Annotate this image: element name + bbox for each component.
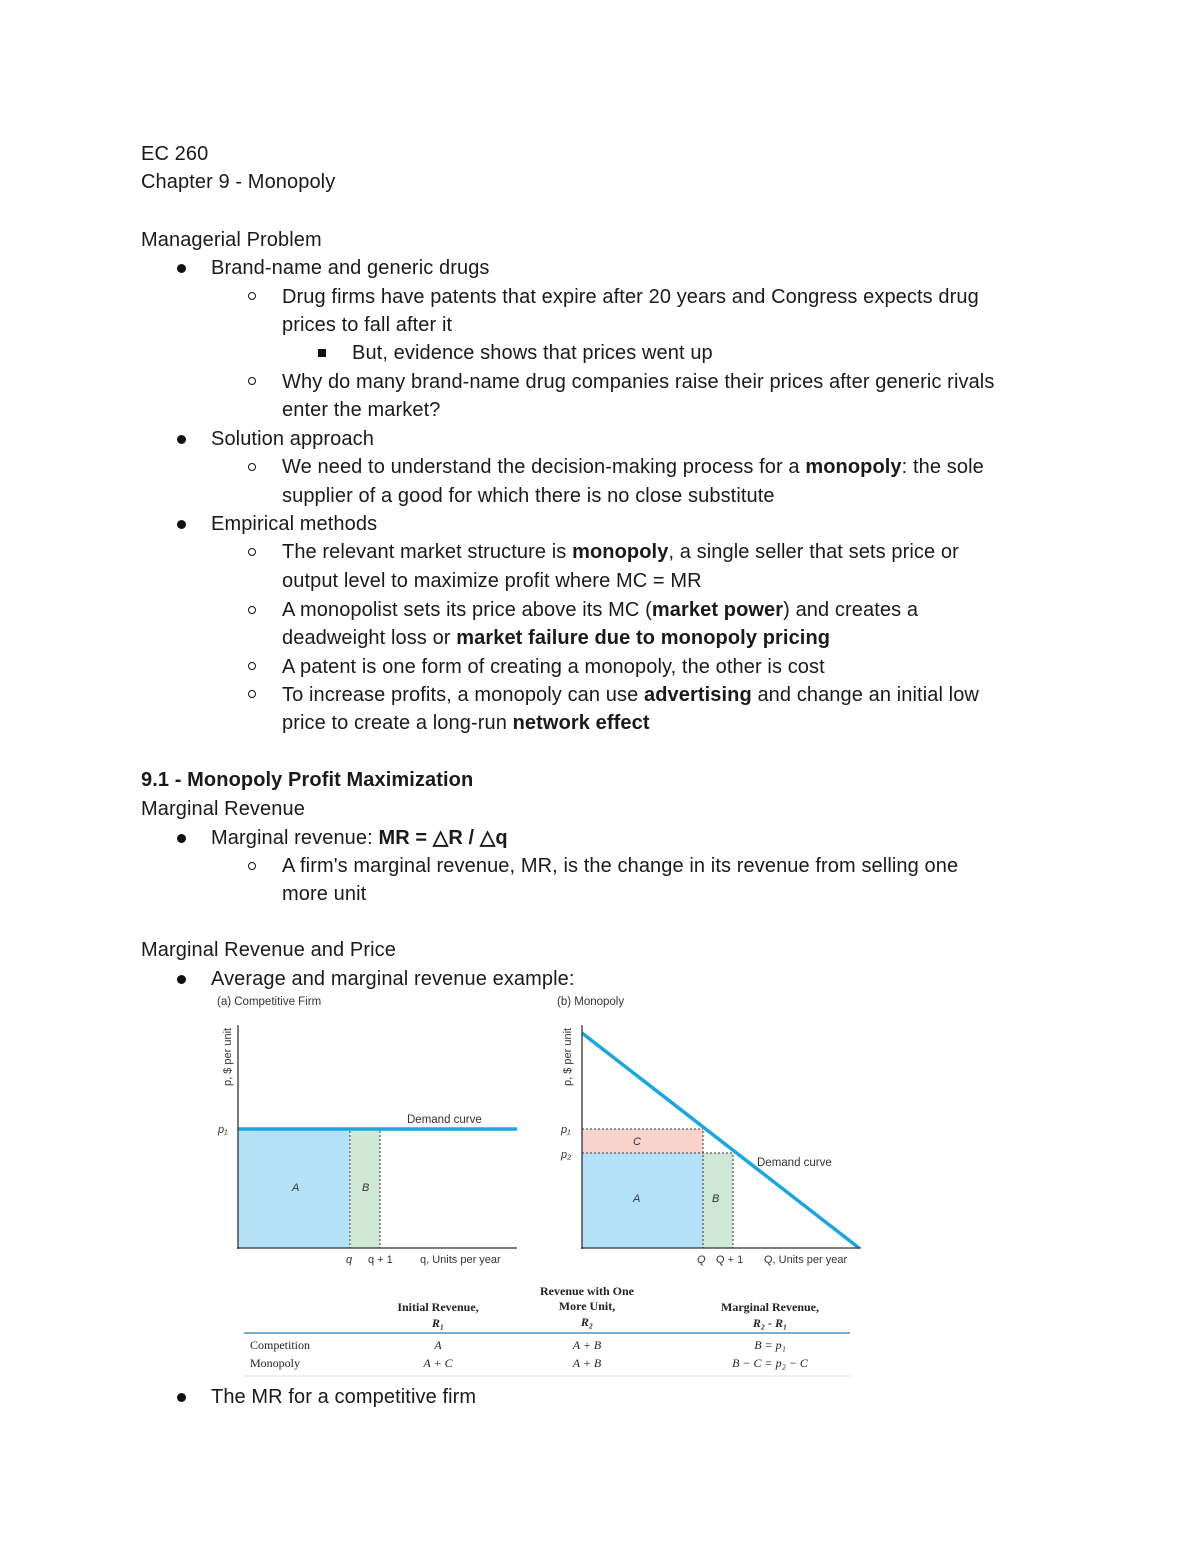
chart-b-tick-q1: Q + 1 — [716, 1254, 744, 1266]
chart-b-ylabel: p, $ per unit — [562, 1027, 574, 1086]
chart-a-demand-label: Demand curve — [407, 1114, 482, 1126]
chapter-title: Chapter 9 - Monopoly — [141, 171, 336, 193]
table-col3-header: Marginal Revenue, — [721, 1300, 819, 1314]
section-heading: 9.1 - Monopoly Profit Maximization — [141, 769, 474, 791]
list-item: Average and marginal revenue example: — [211, 968, 575, 990]
subsection-heading: Marginal Revenue — [141, 798, 305, 820]
list-item-cont: price to create a long-run network effect — [282, 712, 650, 734]
list-item: But, evidence shows that prices went up — [352, 342, 713, 364]
list-item-cont: enter the market? — [282, 399, 441, 421]
chart-b-title: (b) Monopoly — [557, 996, 625, 1008]
table-col1-symbol: R₁ — [431, 1316, 445, 1330]
table-col2-symbol: R₂ — [580, 1315, 594, 1329]
table-col1-header: Initial Revenue, — [397, 1300, 479, 1314]
chart-b-label-a: A — [633, 1193, 641, 1205]
chart-b-demand-label: Demand curve — [757, 1157, 832, 1169]
chart-a-label-b: B — [362, 1182, 370, 1194]
chart-b-tick-q: Q — [697, 1254, 706, 1266]
chart-b-area-c — [582, 1129, 703, 1153]
list-item-cont: output level to maximize profit where MC = MR — [282, 570, 702, 592]
list-item: Solution approach — [211, 428, 374, 450]
table-cell: A + B — [572, 1356, 602, 1370]
chart-a-xlabel: q, Units per year — [420, 1254, 501, 1266]
revenue-table — [244, 1284, 850, 1376]
list-item: Drug firms have patents that expire after 20 years and Congress expects drug — [282, 286, 979, 308]
bullet-dot-icon — [177, 1393, 186, 1402]
list-item-cont: supplier of a good for which there is no close substitute — [282, 485, 775, 507]
list-item-cont: prices to fall after it — [282, 314, 453, 336]
list-item: We need to understand the decision-making process for a monopoly: the sole — [282, 456, 984, 478]
subsection-heading: Marginal Revenue and Price — [141, 939, 396, 961]
list-item-cont: more unit — [282, 883, 367, 905]
list-item: Empirical methods — [211, 513, 378, 535]
list-item: The MR for a competitive firm — [211, 1386, 477, 1408]
chart-b-area-a — [582, 1153, 703, 1248]
table-col2-title-l2: More Unit, — [558, 1299, 616, 1313]
list-item: Why do many brand-name drug companies raise their prices after generic rivals — [282, 371, 995, 393]
list-item: A monopolist sets its price above its MC (market power) and creates a — [282, 599, 919, 621]
list-item-cont: deadweight loss or market failure due to monopoly pricing — [282, 627, 831, 649]
table-col3-symbol: R₂ - R₁ — [752, 1316, 788, 1330]
chart-b-tick-p1: p₁ — [561, 1124, 571, 1136]
table-cell: B − C = p₂ − C — [732, 1356, 808, 1370]
list-item: Marginal revenue: MR = △R / △q — [211, 827, 508, 849]
table-cell: A + B — [572, 1338, 602, 1352]
chart-a-tick-p1: p₁ — [218, 1124, 228, 1136]
chart-a-ylabel: p, $ per unit — [222, 1027, 234, 1086]
course-code: EC 260 — [141, 143, 209, 165]
list-item: Brand-name and generic drugs — [211, 257, 490, 279]
chart-a-label-a: A — [292, 1182, 300, 1194]
table-cell: B = p₁ — [754, 1338, 786, 1352]
list-item: A patent is one form of creating a monopoly, the other is cost — [282, 656, 825, 678]
table-cell: Monopoly — [250, 1356, 301, 1370]
managerial-heading: Managerial Problem — [141, 229, 322, 251]
table-cell: A + C — [423, 1356, 453, 1370]
table-cell: A — [434, 1338, 442, 1352]
chart-a-title: (a) Competitive Firm — [217, 996, 322, 1008]
list-item: A firm's marginal revenue, MR, is the change in its revenue from selling one — [282, 855, 959, 877]
table-cell: Competition — [250, 1338, 310, 1352]
list-item: The relevant market structure is monopoly, a single seller that sets price or — [282, 541, 959, 563]
chart-b-label-b: B — [712, 1193, 720, 1205]
list-item: To increase profits, a monopoly can use advertising and change an initial low — [282, 684, 979, 706]
chart-a-tick-q1: q + 1 — [368, 1254, 393, 1266]
chart-b-label-c: C — [633, 1136, 641, 1148]
chart-b-xlabel: Q, Units per year — [764, 1254, 848, 1266]
chart-b-tick-p2: p₂ — [561, 1149, 572, 1161]
table-col2-title-l1: Revenue with One — [540, 1284, 634, 1298]
chart-a-tick-q: q — [346, 1254, 353, 1266]
